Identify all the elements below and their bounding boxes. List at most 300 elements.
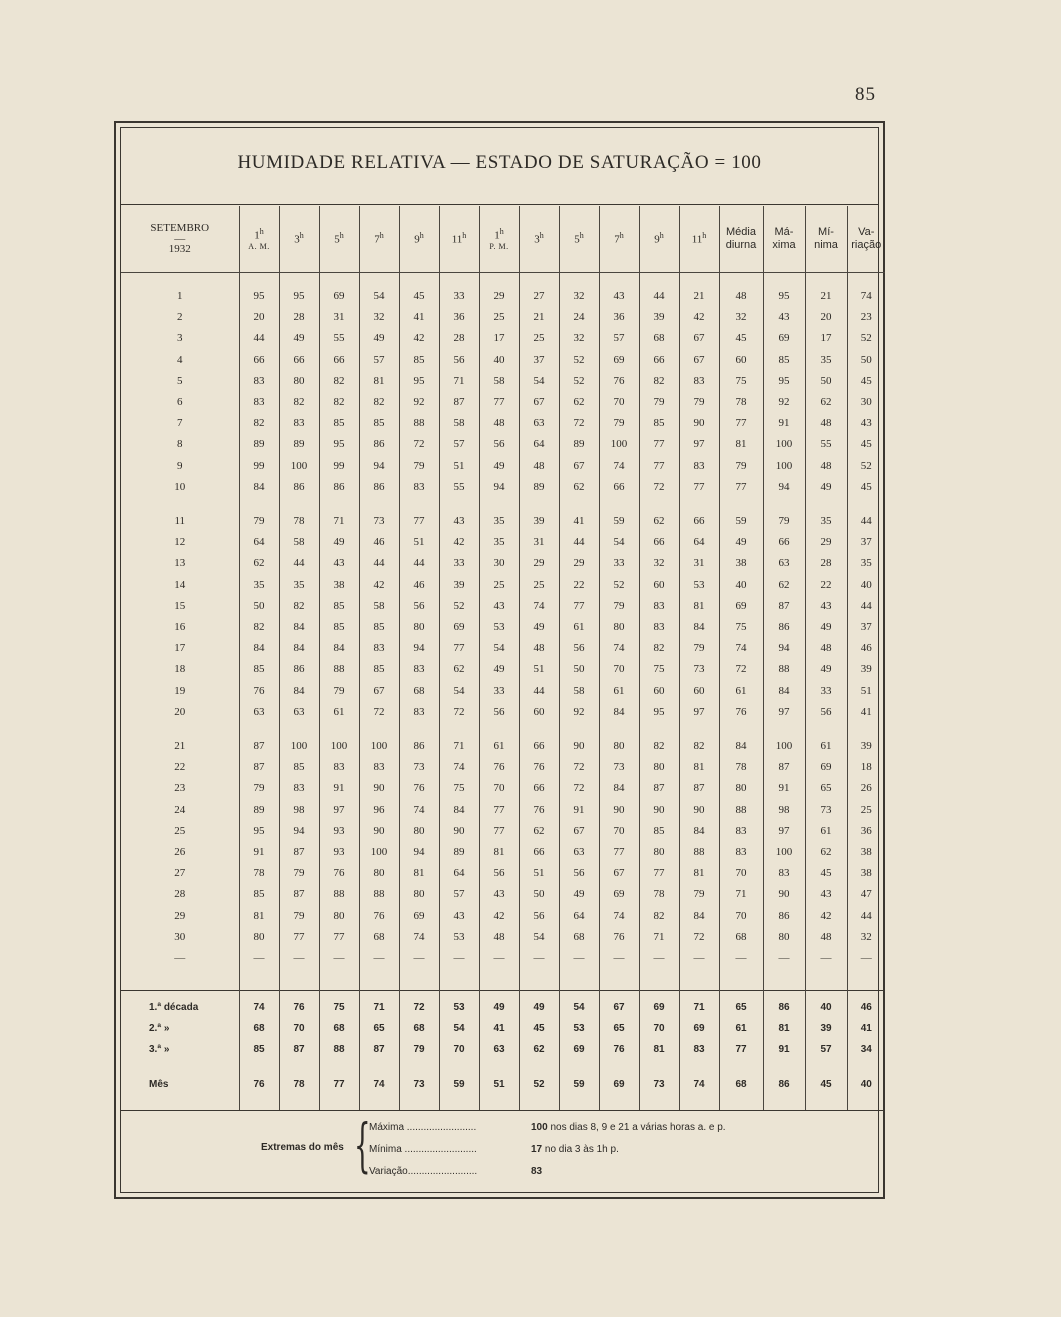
data-cell: 81 — [479, 842, 519, 863]
header-hour-label — [600, 231, 639, 246]
summary-cell: 68 — [399, 1018, 439, 1039]
data-cell: 79 — [719, 456, 763, 477]
spacer-cell — [121, 969, 239, 991]
data-cell: 67 — [559, 456, 599, 477]
daily-rows — [121, 273, 885, 991]
extreme-value: 100 — [531, 1122, 548, 1133]
data-cell: 83 — [679, 456, 719, 477]
data-cell: 78 — [279, 498, 319, 532]
data-cell: 77 — [719, 477, 763, 498]
data-cell: 27 — [519, 273, 559, 308]
table-row — [121, 638, 885, 659]
data-cell: 83 — [679, 371, 719, 392]
data-cell: 88 — [399, 413, 439, 434]
data-cell: 93 — [319, 842, 359, 863]
data-cell: 22 — [805, 575, 847, 596]
day-number: 19 — [174, 684, 186, 697]
dash-cell: — — [359, 948, 399, 969]
extreme-value-group — [531, 1122, 726, 1133]
data-cell: 70 — [599, 821, 639, 842]
data-cell: 89 — [519, 477, 559, 498]
data-cell: 38 — [319, 575, 359, 596]
data-cell: 74 — [399, 927, 439, 948]
data-cell: 37 — [519, 350, 559, 371]
day-number: 20 — [174, 705, 186, 718]
data-cell: 62 — [559, 477, 599, 498]
table-row — [121, 884, 885, 905]
extremes-section — [121, 1108, 878, 1188]
data-cell: 40 — [847, 575, 885, 596]
data-cell: 89 — [239, 800, 279, 821]
data-cell: 46 — [359, 532, 399, 553]
data-cell: 43 — [847, 413, 885, 434]
summary-cell: 61 — [719, 1018, 763, 1039]
data-cell: 83 — [719, 821, 763, 842]
data-cell: 55 — [319, 328, 359, 349]
data-cell: 78 — [639, 884, 679, 905]
data-cell: 75 — [639, 659, 679, 680]
data-cell: 67 — [679, 350, 719, 371]
data-cell: 54 — [359, 273, 399, 308]
data-cell: 77 — [479, 821, 519, 842]
data-cell: 84 — [239, 477, 279, 498]
header-period: P. M. — [489, 242, 509, 252]
data-cell: 87 — [639, 778, 679, 799]
summary-cell: 75 — [319, 991, 359, 1019]
summary-cell: 70 — [279, 1018, 319, 1039]
data-cell: 43 — [439, 906, 479, 927]
table-row — [121, 575, 885, 596]
table-row — [121, 456, 885, 477]
summary-cell: 78 — [279, 1060, 319, 1100]
data-cell: 44 — [559, 532, 599, 553]
data-cell: 40 — [479, 350, 519, 371]
data-cell: 86 — [399, 723, 439, 757]
header-hour-number: 5 — [334, 234, 340, 246]
header-hour-suffix: h — [702, 231, 707, 241]
day-number: 15 — [174, 599, 186, 612]
data-cell: 66 — [639, 350, 679, 371]
table-row — [121, 307, 885, 328]
summary-cell: 73 — [399, 1060, 439, 1100]
data-cell: 63 — [279, 702, 319, 723]
data-cell: 95 — [763, 273, 805, 308]
data-cell: 78 — [719, 757, 763, 778]
summary-cell: 86 — [763, 991, 805, 1019]
data-cell: 90 — [439, 821, 479, 842]
extreme-value-group — [531, 1166, 542, 1177]
extremes-title: Extremas do mês — [261, 1142, 344, 1153]
data-cell: 33 — [439, 553, 479, 574]
summary-cell: 77 — [719, 1039, 763, 1060]
summary-cell: 68 — [719, 1060, 763, 1100]
data-cell: 53 — [679, 575, 719, 596]
header-hour-label — [360, 231, 399, 246]
data-cell: 66 — [319, 350, 359, 371]
data-cell: 97 — [679, 702, 719, 723]
summary-cell: 40 — [805, 991, 847, 1019]
data-cell: 84 — [279, 617, 319, 638]
data-cell: 56 — [519, 906, 559, 927]
summary-cell: 77 — [319, 1060, 359, 1100]
data-cell: 95 — [639, 702, 679, 723]
data-cell: 83 — [399, 702, 439, 723]
data-cell: 49 — [359, 328, 399, 349]
data-cell: 52 — [559, 350, 599, 371]
dash-cell: — — [439, 948, 479, 969]
data-cell: 66 — [519, 842, 559, 863]
data-cell: 21 — [519, 307, 559, 328]
data-cell: 44 — [847, 498, 885, 532]
day-number: 21 — [174, 740, 186, 753]
data-cell: 83 — [279, 778, 319, 799]
data-cell: 63 — [519, 413, 559, 434]
data-cell: 48 — [805, 927, 847, 948]
data-cell: 72 — [359, 702, 399, 723]
header-hour-label — [280, 231, 319, 246]
data-cell: 46 — [399, 575, 439, 596]
data-cell: 60 — [679, 681, 719, 702]
data-cell: 66 — [519, 723, 559, 757]
data-cell: 74 — [399, 800, 439, 821]
data-cell: 67 — [599, 863, 639, 884]
dash-cell: — — [174, 952, 186, 965]
header-hour-5 — [439, 206, 479, 273]
data-cell: 79 — [279, 906, 319, 927]
header-hour-7 — [519, 206, 559, 273]
header-maxima-line: Má- — [774, 226, 794, 239]
summary-cell: 87 — [279, 1039, 319, 1060]
data-cell: 52 — [559, 371, 599, 392]
data-cell: 90 — [679, 413, 719, 434]
data-cell: 31 — [319, 307, 359, 328]
header-hour-label — [480, 227, 519, 242]
data-cell: 100 — [279, 456, 319, 477]
data-cell: 33 — [439, 273, 479, 308]
data-cell: 61 — [805, 723, 847, 757]
data-cell: 62 — [805, 842, 847, 863]
data-cell: 22 — [559, 575, 599, 596]
summary-cell: 65 — [719, 991, 763, 1019]
data-cell: 45 — [847, 371, 885, 392]
table-row — [121, 371, 885, 392]
data-cell: 70 — [719, 863, 763, 884]
spacer-cell — [599, 969, 639, 991]
table-row — [121, 842, 885, 863]
data-cell: 82 — [279, 596, 319, 617]
data-cell: 64 — [439, 863, 479, 884]
summary-cell: 45 — [805, 1060, 847, 1100]
header-hour-number: 1 — [494, 229, 500, 242]
dash-cell: — — [319, 948, 359, 969]
data-cell: 49 — [719, 532, 763, 553]
dash-cell: — — [805, 948, 847, 969]
data-cell: 90 — [359, 821, 399, 842]
data-cell: 91 — [763, 778, 805, 799]
summary-cell: 76 — [279, 991, 319, 1019]
data-cell: 21 — [679, 273, 719, 308]
summary-cell: 63 — [479, 1039, 519, 1060]
data-cell: 68 — [559, 927, 599, 948]
data-cell: 60 — [639, 681, 679, 702]
data-cell: 83 — [719, 842, 763, 863]
day-number: 14 — [174, 578, 186, 591]
header-hour-number: 5 — [574, 234, 580, 246]
header-month — [121, 206, 239, 273]
data-cell: 67 — [359, 681, 399, 702]
page-number: 85 — [855, 84, 876, 105]
summary-cell: 81 — [639, 1039, 679, 1060]
data-cell: 45 — [719, 328, 763, 349]
data-cell: 85 — [763, 350, 805, 371]
data-cell: 69 — [399, 906, 439, 927]
data-cell: 82 — [639, 723, 679, 757]
data-cell: 95 — [399, 371, 439, 392]
data-cell: 66 — [763, 532, 805, 553]
data-cell: 35 — [479, 498, 519, 532]
extreme-note: nos dias 8, 9 e 21 a várias horas a. e p. — [547, 1122, 726, 1133]
summary-cell: 74 — [679, 1060, 719, 1100]
data-cell: 98 — [763, 800, 805, 821]
spacer-cell — [639, 969, 679, 991]
data-cell: 18 — [847, 757, 885, 778]
data-cell: 64 — [239, 532, 279, 553]
data-cell: 67 — [679, 328, 719, 349]
data-cell: 77 — [639, 863, 679, 884]
data-cell: 40 — [719, 575, 763, 596]
data-cell: 24 — [559, 307, 599, 328]
day-number: 8 — [177, 438, 183, 451]
day-number: 26 — [174, 846, 186, 859]
dash-cell: — — [847, 948, 885, 969]
dash-cell: — — [559, 948, 599, 969]
data-cell: 56 — [559, 638, 599, 659]
data-cell: 70 — [599, 392, 639, 413]
data-cell: 30 — [479, 553, 519, 574]
data-cell: 97 — [319, 800, 359, 821]
header-hour-2 — [319, 206, 359, 273]
spacer-cell — [319, 969, 359, 991]
header-hour-number: 3 — [294, 234, 300, 246]
data-cell: 44 — [847, 906, 885, 927]
header-hour-number: 11 — [691, 234, 703, 246]
data-cell: 85 — [359, 659, 399, 680]
spacer-row — [121, 969, 885, 991]
data-cell: 77 — [279, 927, 319, 948]
data-cell: 79 — [599, 596, 639, 617]
data-cell: 52 — [847, 456, 885, 477]
data-cell: 70 — [599, 659, 639, 680]
data-cell: 100 — [319, 723, 359, 757]
data-cell: 82 — [319, 392, 359, 413]
data-cell: 36 — [439, 307, 479, 328]
header-hour-suffix: h — [339, 231, 344, 241]
data-cell: 71 — [719, 884, 763, 905]
table-row — [121, 800, 885, 821]
data-cell: 68 — [719, 927, 763, 948]
header-variacao — [847, 206, 885, 273]
data-cell: 62 — [519, 821, 559, 842]
data-cell: 83 — [319, 757, 359, 778]
data-cell: 87 — [239, 757, 279, 778]
summary-cell: 74 — [359, 1060, 399, 1100]
table-row — [121, 498, 885, 532]
data-cell: 73 — [805, 800, 847, 821]
summary-cell: 69 — [559, 1039, 599, 1060]
data-cell: 44 — [847, 596, 885, 617]
data-cell: 70 — [479, 778, 519, 799]
header-hour-number: 11 — [451, 234, 463, 246]
data-cell: 59 — [719, 498, 763, 532]
data-cell: 94 — [359, 456, 399, 477]
data-cell: 51 — [847, 681, 885, 702]
extreme-row — [369, 1144, 889, 1155]
data-cell: 72 — [639, 477, 679, 498]
data-cell: 71 — [639, 927, 679, 948]
data-cell: 39 — [639, 307, 679, 328]
summary-cell: 68 — [319, 1018, 359, 1039]
table-row — [121, 863, 885, 884]
data-cell: 88 — [359, 884, 399, 905]
data-cell: 30 — [847, 392, 885, 413]
data-cell: 84 — [279, 681, 319, 702]
data-cell: 100 — [279, 723, 319, 757]
data-cell: 75 — [439, 778, 479, 799]
data-cell: 31 — [519, 532, 559, 553]
day-number: 1 — [177, 290, 183, 302]
data-cell: 57 — [439, 884, 479, 905]
data-cell: 49 — [479, 659, 519, 680]
data-cell: 32 — [719, 307, 763, 328]
data-cell: 79 — [679, 638, 719, 659]
data-cell: 94 — [279, 821, 319, 842]
spacer-cell — [763, 969, 805, 991]
data-cell: 42 — [399, 328, 439, 349]
data-cell: 48 — [805, 638, 847, 659]
header-hour-suffix: h — [619, 231, 624, 241]
data-cell: 74 — [599, 638, 639, 659]
summary-cell: 79 — [399, 1039, 439, 1060]
data-cell: 97 — [763, 702, 805, 723]
header-hour-suffix: h — [259, 226, 264, 236]
data-cell: 58 — [479, 371, 519, 392]
header-maxima-line: xima — [772, 239, 796, 251]
data-cell: 74 — [719, 638, 763, 659]
data-cell: 75 — [719, 617, 763, 638]
data-cell: 20 — [805, 307, 847, 328]
summary-cell: 59 — [439, 1060, 479, 1100]
summary-cell: 76 — [599, 1039, 639, 1060]
data-cell: 100 — [359, 842, 399, 863]
data-cell: 100 — [763, 456, 805, 477]
data-cell: 61 — [719, 681, 763, 702]
summary-cell: 34 — [847, 1039, 885, 1060]
day-number: 6 — [177, 396, 183, 409]
spacer-cell — [805, 969, 847, 991]
data-cell: 44 — [639, 273, 679, 308]
data-cell: 84 — [679, 906, 719, 927]
data-cell: 80 — [399, 884, 439, 905]
data-cell: 50 — [805, 371, 847, 392]
data-cell: 72 — [559, 757, 599, 778]
data-cell: 73 — [599, 757, 639, 778]
data-cell: 80 — [599, 723, 639, 757]
data-cell: 66 — [679, 498, 719, 532]
summary-cell: 86 — [763, 1060, 805, 1100]
data-cell: 62 — [239, 553, 279, 574]
data-cell: 65 — [805, 778, 847, 799]
data-cell: 39 — [847, 659, 885, 680]
data-cell: 58 — [559, 681, 599, 702]
data-cell: 86 — [763, 617, 805, 638]
summary-row — [121, 1018, 885, 1039]
data-cell: 48 — [519, 638, 559, 659]
data-cell: 80 — [639, 757, 679, 778]
summary-cell: 71 — [679, 991, 719, 1019]
header-hour-label — [640, 231, 679, 246]
data-cell: 44 — [399, 553, 439, 574]
data-cell: 80 — [719, 778, 763, 799]
summary-cell: 73 — [639, 1060, 679, 1100]
data-cell: 33 — [805, 681, 847, 702]
data-cell: 97 — [763, 821, 805, 842]
data-cell: 90 — [359, 778, 399, 799]
header-month-name: SETEMBRO — [150, 222, 210, 235]
data-cell: 100 — [763, 723, 805, 757]
summary-cell: 70 — [439, 1039, 479, 1060]
data-cell: 35 — [279, 575, 319, 596]
data-cell: 77 — [559, 596, 599, 617]
data-cell: 38 — [719, 553, 763, 574]
data-cell: 28 — [805, 553, 847, 574]
data-cell: 57 — [439, 434, 479, 455]
data-cell: 92 — [763, 392, 805, 413]
data-cell: 63 — [763, 553, 805, 574]
data-cell: 66 — [239, 350, 279, 371]
data-cell: 56 — [559, 863, 599, 884]
data-cell: 52 — [599, 575, 639, 596]
data-cell: 87 — [679, 778, 719, 799]
header-hour-label — [520, 231, 559, 246]
data-cell: 42 — [439, 532, 479, 553]
header-hour-suffix: h — [379, 231, 384, 241]
extreme-value: 83 — [531, 1166, 543, 1177]
data-cell: 76 — [719, 702, 763, 723]
header-hour-6 — [479, 206, 519, 273]
data-cell: 58 — [359, 596, 399, 617]
header-minima-line: Mí- — [818, 226, 834, 239]
data-cell: 90 — [639, 800, 679, 821]
table-row — [121, 778, 885, 799]
data-cell: 61 — [319, 702, 359, 723]
summary-cell: 49 — [479, 991, 519, 1019]
data-cell: 62 — [559, 392, 599, 413]
data-cell: 29 — [479, 273, 519, 308]
data-cell: 64 — [679, 532, 719, 553]
header-hour-3 — [359, 206, 399, 273]
humidity-table — [121, 206, 885, 1111]
header-hour-suffix: h — [462, 231, 467, 241]
data-cell: 57 — [599, 328, 639, 349]
summary-label: 1.ª década — [121, 991, 239, 1019]
data-cell: 79 — [679, 884, 719, 905]
header-media-line: diurna — [725, 239, 757, 251]
data-cell: 83 — [359, 757, 399, 778]
data-cell: 73 — [679, 659, 719, 680]
data-cell: 80 — [399, 821, 439, 842]
data-cell: 74 — [439, 757, 479, 778]
summary-row — [121, 1039, 885, 1060]
